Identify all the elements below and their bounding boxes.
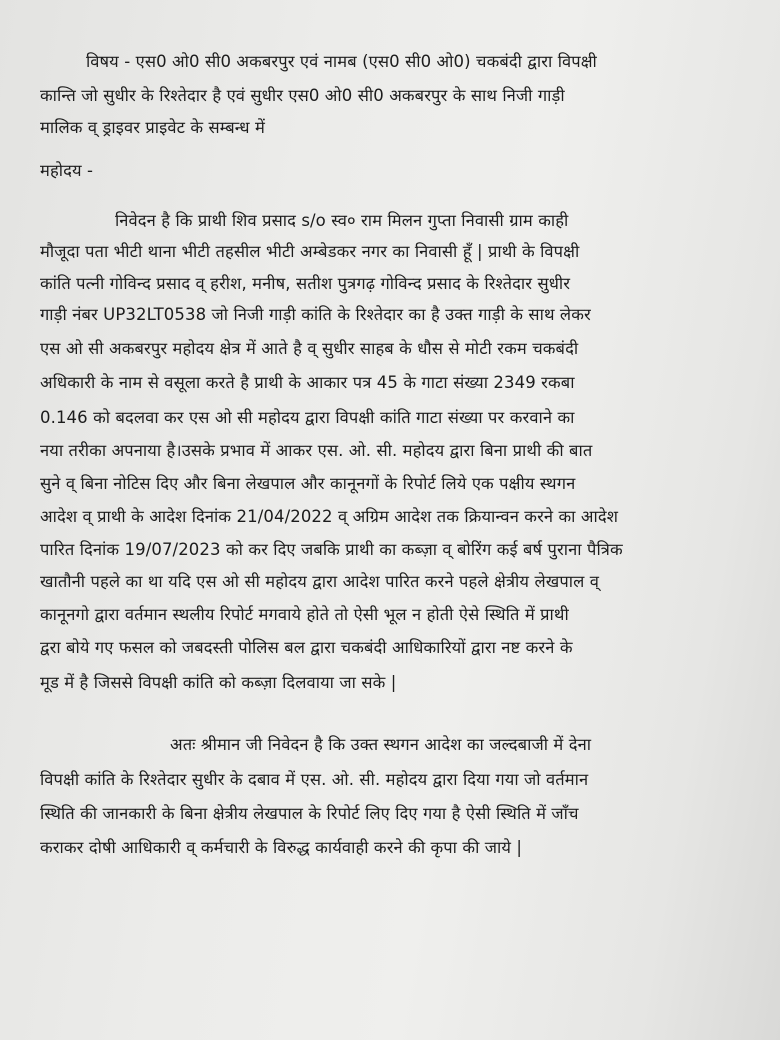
para1-line-10: आदेश व् प्राथी के आदेश दिनांक 21/04/2022 व् अग्रिम आदेश तक क्रियान्वन करने का आदेश — [40, 507, 619, 526]
para1-line-4: गाड़ी नंबर UP32LT0538 जो निजी गाड़ी कांति के रिश्तेदार का है उक्त गाड़ी के साथ लेकर — [40, 305, 591, 324]
para1-line-11: पारित दिनांक 19/07/2023 को कर दिए जबकि प्राथी का कब्ज़ा व् बोरिंग कई बर्ष पुराना पैत्रिक — [40, 540, 623, 559]
para2-line-3: स्थिति की जानकारी के बिना क्षेत्रीय लेखपाल के रिपोर्ट लिए दिए गया है ऐसी स्थिति में जाँच — [40, 804, 579, 823]
para1-line-7: 0.146 को बदलवा कर एस ओ सी महोदय द्वारा विपक्षी कांति गाटा संख्या पर करवाने का — [40, 408, 575, 427]
para1-line-12: खातौनी पहले का था यदि एस ओ सी महोदय द्वारा आदेश पारित करने पहले क्षेत्रीय लेखपाल व् — [40, 572, 599, 591]
subject-line-1: विषय - एस0 ओ0 सी0 अकबरपुर एवं नामब (एस0 सी0 ओ0) चकबंदी द्वारा विपक्षी — [86, 52, 597, 71]
para1-line-13: कानूनगो द्वारा वर्तमान स्थलीय रिपोर्ट मगवाये होते तो ऐसी भूल न होती ऐसे स्थिति में प्राथी — [40, 605, 569, 624]
para1-line-1: निवेदन है कि प्राथी शिव प्रसाद s/o स्व० राम मिलन गुप्ता निवासी ग्राम काही — [115, 211, 569, 230]
subject-line-3: मालिक व् ड्राइवर प्राइवेट के सम्बन्ध में — [40, 118, 265, 137]
salutation: महोदय - — [40, 161, 94, 180]
para1-line-2: मौजूदा पता भीटी थाना भीटी तहसील भीटी अम्बेडकर नगर का निवासी हूँ | प्राथी के विपक्षी — [40, 242, 580, 261]
para1-line-5: एस ओ सी अकबरपुर महोदय क्षेत्र में आते है व् सुधीर साहब के धौस से मोटी रकम चकबंदी — [40, 339, 579, 358]
para1-line-8: नया तरीका अपनाया है।उसके प्रभाव में आकर एस. ओ. सी. महोदय द्वारा बिना प्राथी की बात — [40, 441, 593, 460]
para1-line-14: द्वरा बोये गए फसल को जबदस्ती पोलिस बल द्वारा चकबंदी आधिकारियों द्वारा नष्ट करने के — [40, 638, 573, 657]
para2-line-4: कराकर दोषी आधिकारी व् कर्मचारी के विरुद्ध कार्यवाही करने की कृपा की जाये | — [40, 838, 523, 857]
para1-line-3: कांति पत्नी गोविन्द प्रसाद व् हरीश, मनीष, सतीश पुत्रगढ़ गोविन्द प्रसाद के रिश्तेदार सुधीर — [40, 274, 571, 293]
para2-line-1: अतः श्रीमान जी निवेदन है कि उक्त स्थगन आदेश का जल्दबाजी में देना — [170, 735, 592, 754]
para1-line-6: अधिकारी के नाम से वसूला करते है प्राथी के आकार पत्र 45 के गाटा संख्या 2349 रकबा — [40, 373, 575, 392]
para1-line-9: सुने व् बिना नोटिस दिए और बिना लेखपाल और कानूनगों के रिपोर्ट लिये एक पक्षीय स्थगन — [40, 474, 576, 493]
para2-line-2: विपक्षी कांति के रिश्तेदार सुधीर के दबाव में एस. ओ. सी. महोदय द्वारा दिया गया जो वर्तमान — [40, 770, 589, 789]
para1-line-15: मूड में है जिससे विपक्षी कांति को कब्ज़ा दिलवाया जा सके | — [40, 673, 397, 692]
subject-line-2: कान्ति जो सुधीर के रिश्तेदार है एवं सुधीर एस0 ओ0 सी0 अकबरपुर के साथ निजी गाड़ी — [40, 86, 565, 105]
